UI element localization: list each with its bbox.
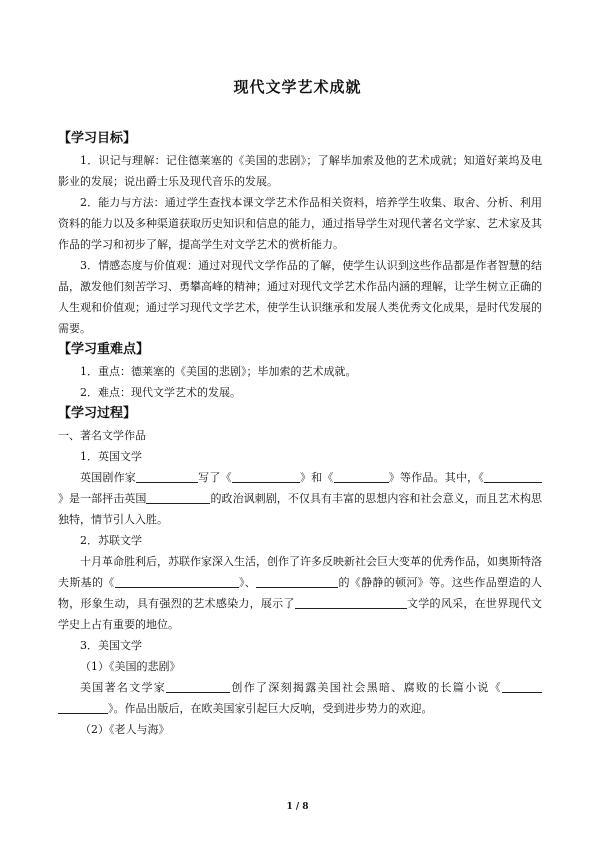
page-number: 1 / 8 — [286, 802, 309, 812]
subheading-old-man-and-sea: （2）《老人与海》 — [80, 723, 170, 736]
part-heading-literature: 一、著名文学作品 — [58, 429, 146, 442]
subheading-american-tragedy: （1）《美国的悲剧》 — [80, 660, 181, 673]
document-body — [58, 128, 542, 740]
paragraph-ussr-literature: 十月革命胜利后，苏联作家深入生活，创作了许多反映新社会巨大变革的优秀作品，如奥斯特洛夫斯基的《 》、 的《静静的顿河》等。这些作品塑造的人物，形象生动，具有强烈的艺术感染力，展示了 文学的风采，在世界现代文学史上占有重要的地位。 — [58, 555, 543, 631]
goal-3: 3．情感态度与价值观：通过对现代文学作品的了解，使学生认识到这些作品都是作者智慧的结晶，激发他们刻苦学习、勇攀高峰的精神；通过对现代文学艺术作品内涵的理解，让学生树立正确的人生观和价值观；通过学习现代文学艺术，使学生认识继承和发展人类优秀文化成果，是时代发展的需要。 — [58, 259, 542, 335]
blank-line — [166, 679, 230, 693]
blank-line — [232, 469, 300, 483]
blank-line — [334, 469, 389, 483]
section-heading-process: 【学习过程】 — [58, 406, 137, 421]
blank-line — [256, 574, 338, 588]
paragraph-american-tragedy: 美国著名文学家 创作了深刻揭露美国社会黑暗、腐败的长篇小说《》。作品出版后，在欧美国家引起巨大反响，受到进步势力的欢迎。 — [58, 677, 542, 719]
key-point-2: 2．难点：现代文学艺术的发展。 — [80, 386, 241, 399]
blank-line — [115, 574, 239, 588]
blank-line — [136, 469, 198, 483]
page-title: 现代文学艺术成就 — [233, 78, 362, 96]
blank-line — [502, 679, 542, 693]
section-heading-goals: 【学习目标】 — [58, 131, 137, 146]
paragraph-uk-literature: 英国剧作家 写了《 》和《 》等作品。其中，《》是一部抨击英国 的政治讽刺剧，不仅具有丰富的思想内容和社会意义，而且艺术构思独特，情节引人入胜。 — [58, 471, 542, 526]
subheading-ussr-literature: 2．苏联文学 — [80, 534, 142, 547]
subheading-uk-literature: 1．英国文学 — [80, 450, 142, 463]
blank-line — [528, 469, 542, 483]
blank-line — [295, 595, 395, 609]
blank-line — [58, 700, 108, 714]
blank-line — [395, 595, 407, 609]
goal-2: 2．能力与方法：通过学生查找本课文学艺术作品相关资料，培养学生收集、取舍、分析、利用资料的能力以及多种渠道获取历史知识和信息的能力，通过指导学生对现代著名文学家、艺术家及其作品的学习和初步了解，提高学生对文学艺术的赏析能力。 — [58, 196, 542, 251]
section-heading-key-points: 【学习重难点】 — [58, 342, 150, 357]
goal-1: 1．识记与理解：记住德莱塞的《美国的悲剧》；了解毕加索及他的艺术成就；知道好莱坞及电影业的发展；说出爵士乐及现代音乐的发展。 — [58, 154, 542, 188]
subheading-us-literature: 3．美国文学 — [80, 639, 142, 652]
blank-line — [146, 490, 210, 504]
blank-line — [484, 469, 528, 483]
key-point-1: 1．重点：德莱塞的《美国的悲剧》；毕加索的艺术成就。 — [80, 365, 357, 378]
